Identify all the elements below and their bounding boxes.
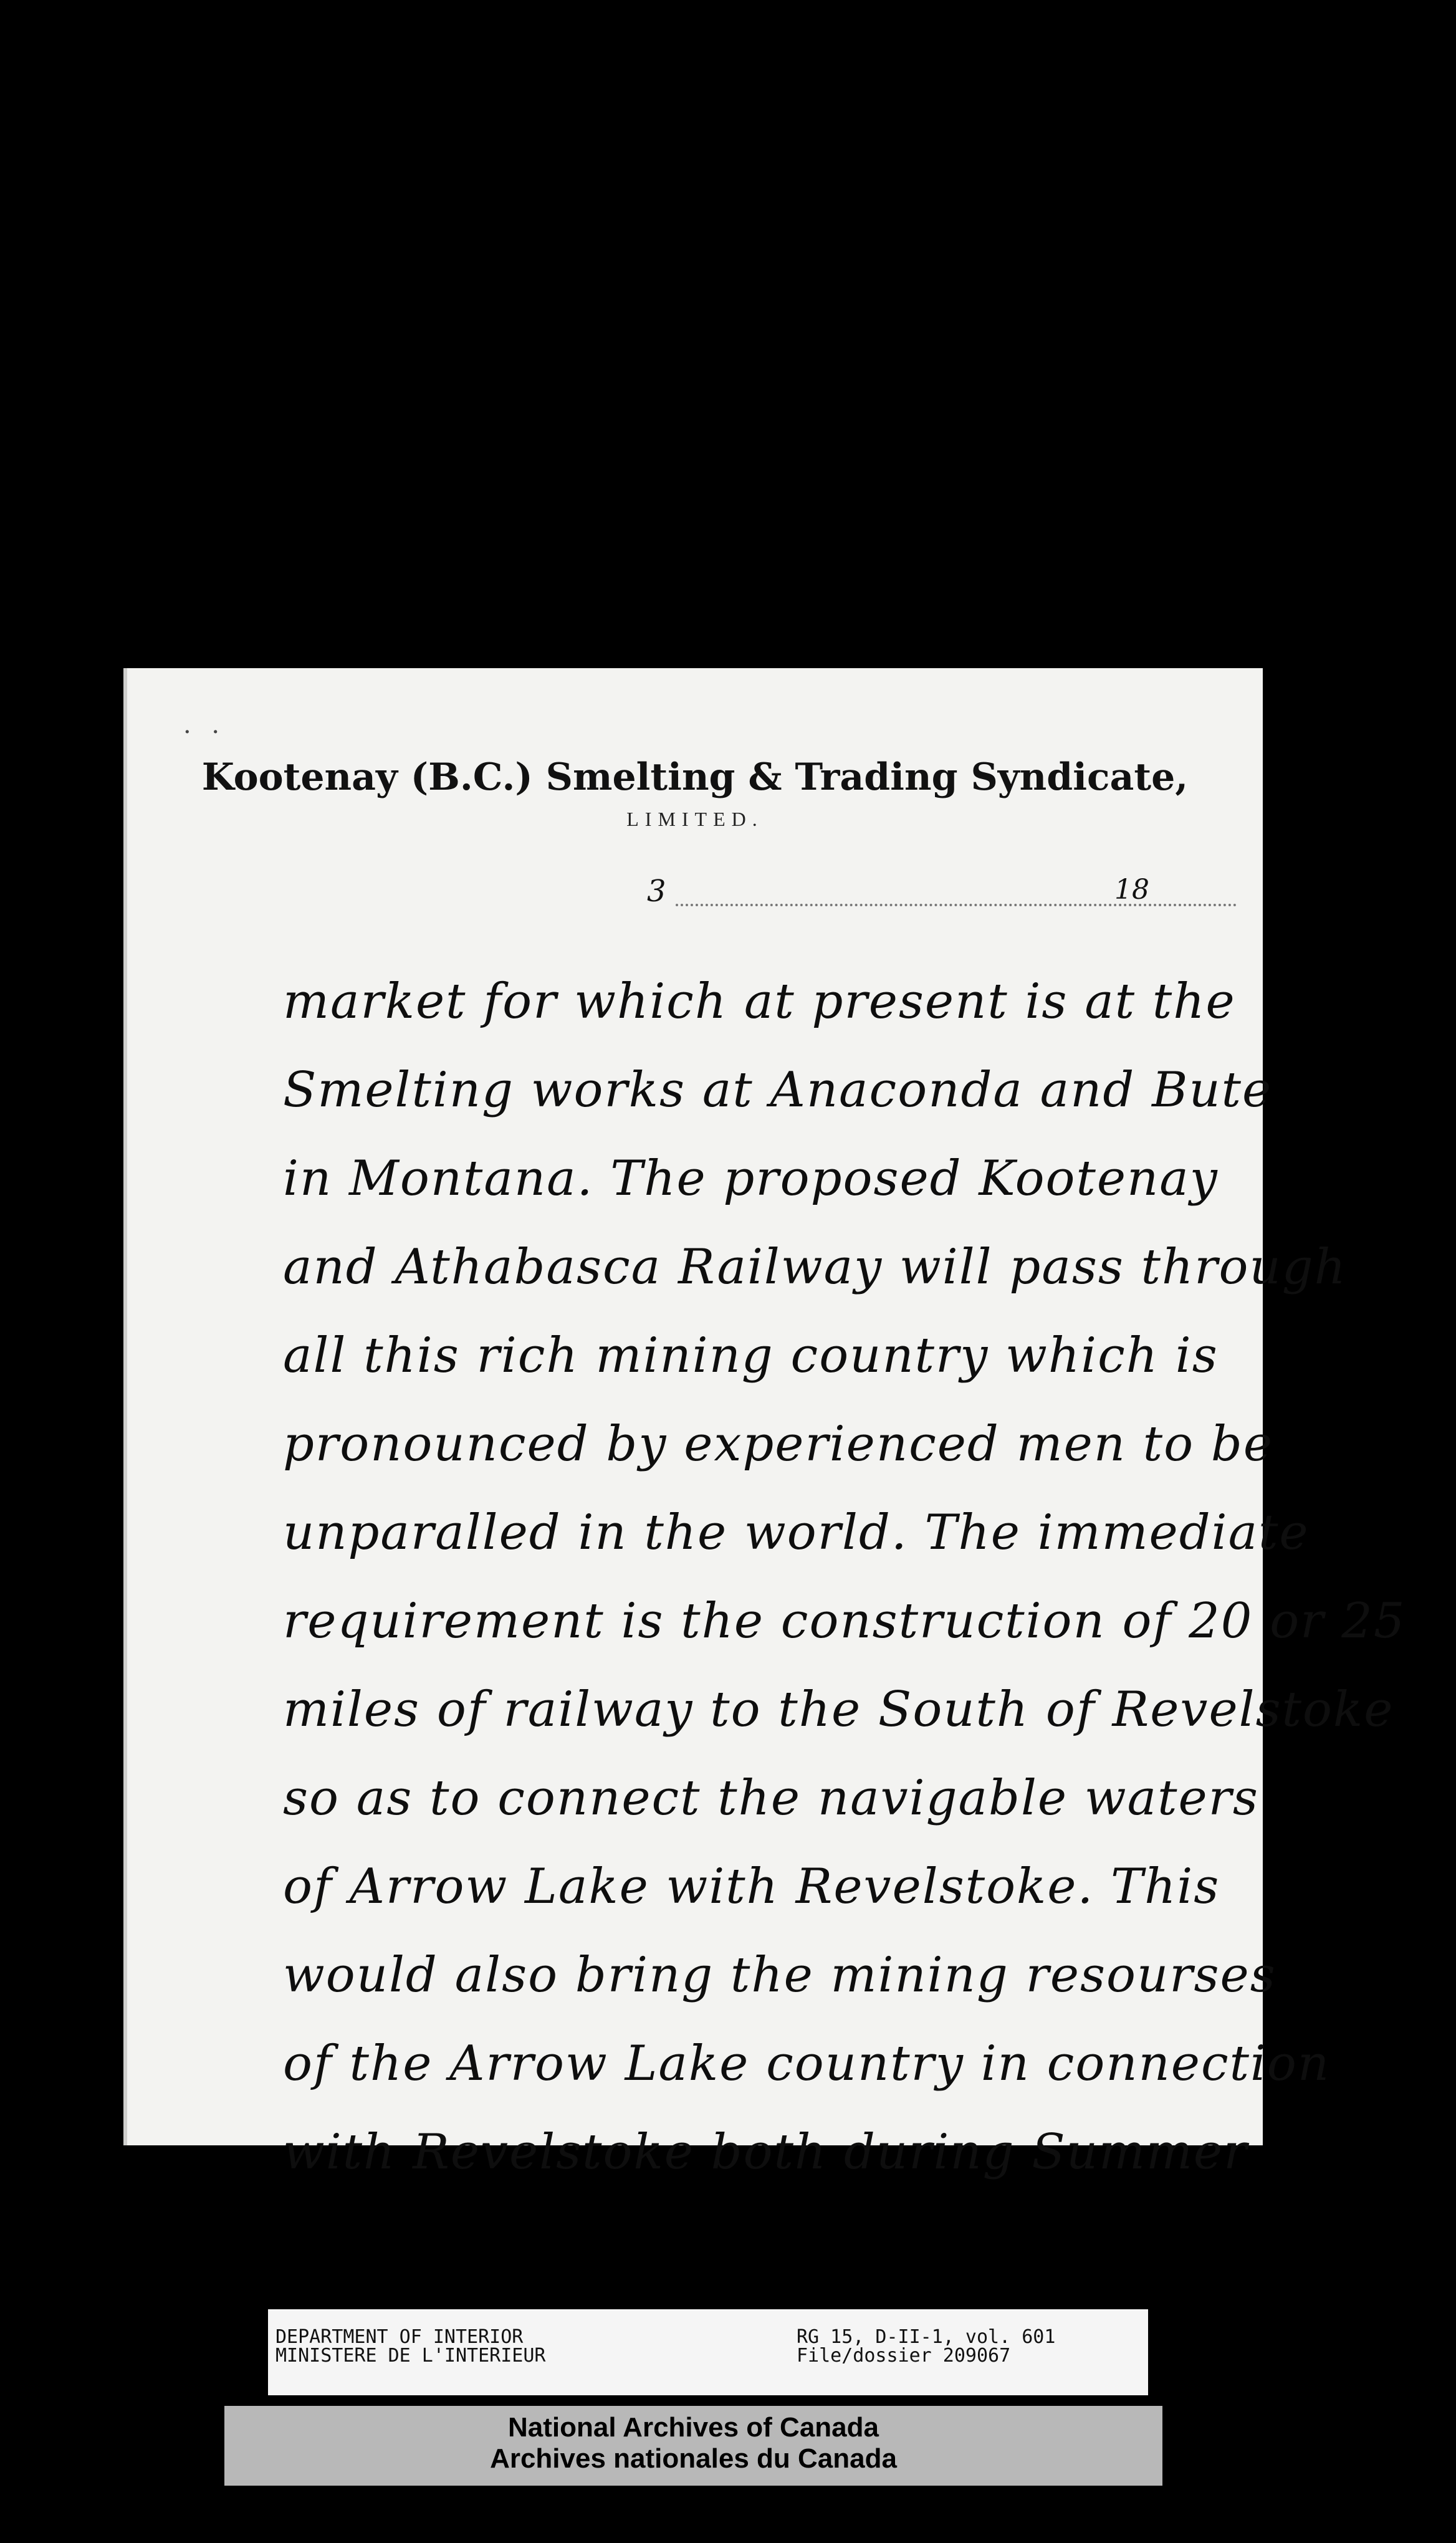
file-number: File/dossier 209067 [797, 2345, 1011, 2367]
handwritten-line: all this rich mining country which is [283, 1328, 1219, 1384]
handwritten-line: in Montana. The proposed Kootenay [283, 1151, 1219, 1207]
department-english: DEPARTMENT OF INTERIOR [275, 2326, 524, 2348]
letter-page [123, 668, 1406, 2180]
reference-block [797, 2328, 1055, 2365]
dateline-dots [676, 904, 1237, 906]
letterhead-subtitle: LIMITED. [626, 808, 764, 830]
archives-banner [224, 2406, 1162, 2486]
archives-name-english: National Archives of Canada [508, 2412, 879, 2443]
handwritten-line: requirement is the construction of 20 or 25 [283, 1593, 1406, 1649]
department-french: MINISTERE DE L'INTERIEUR [275, 2345, 546, 2367]
handwritten-line: of the Arrow Lake country in connection [283, 2036, 1331, 2092]
handwritten-line: miles of railway to the South of Revelstoke [283, 1682, 1394, 1738]
department-block [275, 2328, 545, 2365]
handwritten-line: so as to connect the navigable waters [283, 1770, 1259, 1826]
dateline-year: 18 [1114, 874, 1149, 906]
handwritten-line: with Revelstoke both during Summer [283, 2124, 1248, 2180]
handwritten-line: of Arrow Lake with Revelstoke. This [283, 1859, 1220, 1915]
letterhead-title: Kootenay (B.C.) Smelting & Trading Syndicate, [201, 755, 1189, 799]
handwritten-line: and Athabasca Railway will pass through [283, 1239, 1347, 1295]
handwritten-line: Smelting works at Anaconda and Bute [283, 1062, 1273, 1118]
archives-name-french: Archives nationales du Canada [490, 2443, 897, 2474]
handwritten-line: pronounced by experienced men to be [283, 1416, 1273, 1472]
margin-marks: · · [183, 718, 226, 747]
archive-reference-label [268, 2309, 1148, 2395]
record-group-reference: RG 15, D-II-1, vol. 601 [797, 2326, 1056, 2348]
handwritten-text [283, 964, 1406, 2203]
letterhead [127, 755, 1263, 831]
page-number: 3 [647, 874, 666, 909]
handwritten-line: would also bring the mining resourses [283, 1947, 1276, 2003]
handwritten-line: unparalled in the world. The immediate [283, 1505, 1310, 1561]
handwritten-line: market for which at present is at the [283, 974, 1236, 1030]
